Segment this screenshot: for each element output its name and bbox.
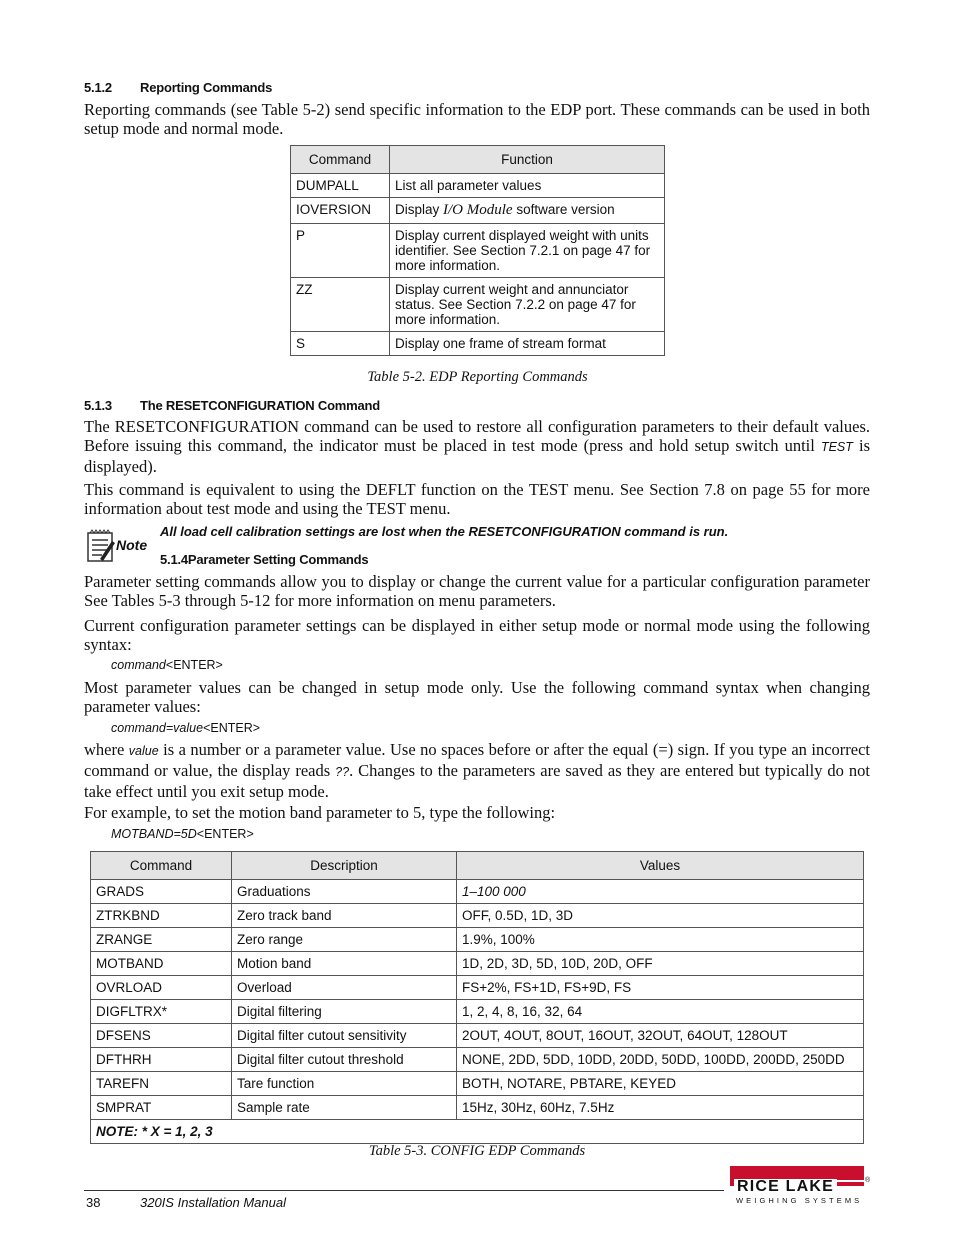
syntax-rest: <ENTER> xyxy=(196,827,254,841)
table-row xyxy=(91,976,864,1000)
command-cell: P xyxy=(291,224,390,278)
display-code: ?? xyxy=(335,765,350,779)
paragraph-text: . Changes to the parameters are saved as they are entered but typically do not take effect until you exit setup mode. xyxy=(84,761,870,801)
logo-trademark: ® xyxy=(865,1177,871,1184)
section-heading-5-1-4 xyxy=(160,552,368,567)
command-cell: IOVERSION xyxy=(291,198,390,224)
table-row xyxy=(291,174,665,198)
column-header: Values xyxy=(457,852,864,880)
function-text: Display xyxy=(395,202,444,217)
values-cell: 1D, 2D, 3D, 5D, 10D, 20D, OFF xyxy=(457,952,864,976)
values-cell: OFF, 0.5D, 1D, 3D xyxy=(457,904,864,928)
table-row xyxy=(291,224,665,278)
command-cell: ZZ xyxy=(291,278,390,332)
syntax-rest: <ENTER> xyxy=(203,721,261,735)
table-note: NOTE: * X = 1, 2, 3 xyxy=(91,1120,864,1144)
function-cell: Display current weight and annunciator status. See Section 7.2.2 on page 47 for more information. xyxy=(390,278,665,332)
table-row xyxy=(91,1096,864,1120)
column-header: Command xyxy=(291,146,390,174)
section-number: 5.1.2 xyxy=(84,80,112,95)
example-paragraph: For example, to set the motion band parameter to 5, type the following: xyxy=(84,803,556,822)
table-row xyxy=(291,332,665,356)
section-title: Parameter Setting Commands xyxy=(187,552,369,567)
table-header-row xyxy=(91,852,864,880)
command-cell: DFSENS xyxy=(91,1024,232,1048)
function-cell: Display one frame of stream format xyxy=(390,332,665,356)
table-note-row xyxy=(91,1120,864,1144)
section-number: 5.1.3 xyxy=(84,398,112,413)
description-cell: Tare function xyxy=(232,1072,457,1096)
paragraph-text: is a number or a parameter value. Use no spaces before or after the equal (=) sign. If you type an incorrect command or value, the display reads xyxy=(84,740,870,780)
command-cell: TAREFN xyxy=(91,1072,232,1096)
values-cell: BOTH, NOTARE, PBTARE, KEYED xyxy=(457,1072,864,1096)
display-code: TEST xyxy=(820,440,853,454)
motband-syntax-example xyxy=(111,827,254,841)
syntax-em: MOTBAND=5D xyxy=(111,827,197,841)
display-syntax-example xyxy=(111,658,223,672)
table-caption: Table 5-2. EDP Reporting Commands xyxy=(367,369,588,385)
description-cell: Zero track band xyxy=(232,904,457,928)
description-cell: Zero range xyxy=(232,928,457,952)
values-cell: 1.9%, 100% xyxy=(457,928,864,952)
table-row xyxy=(291,278,665,332)
note-callout xyxy=(86,529,150,563)
table-header-row xyxy=(291,146,665,174)
config-edp-commands-table xyxy=(90,851,864,1144)
command-cell: DFTHRH xyxy=(91,1048,232,1072)
change-syntax-example xyxy=(111,721,260,735)
section-title: The RESETCONFIGURATION Command xyxy=(140,398,381,413)
function-cell: List all parameter values xyxy=(390,174,665,198)
paragraph-text: is displayed). xyxy=(84,436,870,476)
function-cell xyxy=(390,198,665,224)
edp-reporting-commands-table xyxy=(290,145,665,356)
notepad-icon xyxy=(86,529,116,563)
rice-lake-logo xyxy=(730,1166,871,1205)
table-row xyxy=(91,880,864,904)
page-number: 38 xyxy=(86,1195,101,1210)
section-heading-5-1-3 xyxy=(84,398,380,413)
description-cell: Sample rate xyxy=(232,1096,457,1120)
table-row xyxy=(91,1072,864,1096)
description-cell: Graduations xyxy=(232,880,457,904)
parameter-setting-paragraph: Parameter setting commands allow you to display or change the current value for a particular configuration parameter See Tables 5-3 through 5-12 for more information on menu parameters. xyxy=(84,572,870,610)
table-row xyxy=(91,1024,864,1048)
paragraph-text: where xyxy=(84,740,129,759)
command-cell: ZRANGE xyxy=(91,928,232,952)
values-cell: 15Hz, 30Hz, 60Hz, 7.5Hz xyxy=(457,1096,864,1120)
change-syntax-paragraph: Most parameter values can be changed in setup mode only. Use the following command syntax when changing parameter values: xyxy=(84,678,870,716)
command-cell: ZTRKBND xyxy=(91,904,232,928)
values-cell: 2OUT, 4OUT, 8OUT, 16OUT, 32OUT, 64OUT, 128OUT xyxy=(457,1024,864,1048)
logo-subtext: WEIGHING SYSTEMS xyxy=(736,1196,863,1205)
description-cell: Digital filter cutout sensitivity xyxy=(232,1024,457,1048)
function-cell: Display current displayed weight with units identifier. See Section 7.2.1 on page 47 for more information. xyxy=(390,224,665,278)
table-row xyxy=(91,1000,864,1024)
command-cell: S xyxy=(291,332,390,356)
command-cell: MOTBAND xyxy=(91,952,232,976)
command-cell: DUMPALL xyxy=(291,174,390,198)
footer-rule xyxy=(84,1190,724,1191)
description-cell: Digital filter cutout threshold xyxy=(232,1048,457,1072)
syntax-em: command xyxy=(111,658,166,672)
table-row xyxy=(91,928,864,952)
display-syntax-paragraph: Current configuration parameter settings can be displayed in either setup mode or normal mode using the following syntax: xyxy=(84,616,870,654)
description-cell: Motion band xyxy=(232,952,457,976)
values-cell: 1, 2, 4, 8, 16, 32, 64 xyxy=(457,1000,864,1024)
command-cell: GRADS xyxy=(91,880,232,904)
column-header: Function xyxy=(390,146,665,174)
values-cell: NONE, 2DD, 5DD, 10DD, 20DD, 50DD, 100DD, 200DD, 250DD xyxy=(457,1048,864,1072)
paragraph-text: The RESETCONFIGURATION command can be used to restore all configuration parameters to their default values. Before issuing this command, the indicator must be placed in test mode (press and hold setup switch until xyxy=(84,417,870,455)
command-cell: SMPRAT xyxy=(91,1096,232,1120)
function-emphasis: I/O Module xyxy=(443,202,513,218)
note-text: All load cell calibration settings are lost when the RESETCONFIGURATION command is run. xyxy=(160,524,729,539)
command-cell: DIGFLTRX* xyxy=(91,1000,232,1024)
table-row xyxy=(91,904,864,928)
note-label: Note xyxy=(116,537,148,553)
description-cell: Digital filtering xyxy=(232,1000,457,1024)
values-cell: 1–100 000 xyxy=(457,880,864,904)
table-row xyxy=(91,1048,864,1072)
section-number: 5.1.4 xyxy=(160,552,188,567)
resetconfiguration-paragraph xyxy=(84,417,870,476)
command-cell: OVRLOAD xyxy=(91,976,232,1000)
description-cell: Overload xyxy=(232,976,457,1000)
table-row xyxy=(91,952,864,976)
value-explanation-paragraph xyxy=(84,740,870,801)
function-text: software version xyxy=(512,202,615,217)
section-title: Reporting Commands xyxy=(140,80,273,95)
value-code: value xyxy=(128,744,159,758)
section-heading-5-1-2 xyxy=(84,80,272,95)
logo-text: RICE LAKE xyxy=(734,1179,837,1195)
column-header: Description xyxy=(232,852,457,880)
deflt-paragraph: This command is equivalent to using the DEFLT function on the TEST menu. See Section 7.8 on page 55 for more information about test mode and using the TEST menu. xyxy=(84,480,870,518)
reporting-commands-paragraph: Reporting commands (see Table 5-2) send specific information to the EDP port. These commands can be used in both setup mode and normal mode. xyxy=(84,100,870,138)
manual-title: 320IS Installation Manual xyxy=(140,1195,286,1210)
syntax-em: command=value xyxy=(111,721,204,735)
values-cell: FS+2%, FS+1D, FS+9D, FS xyxy=(457,976,864,1000)
column-header: Command xyxy=(91,852,232,880)
table-caption: Table 5-3. CONFIG EDP Commands xyxy=(368,1143,586,1159)
table-row xyxy=(291,198,665,224)
syntax-rest: <ENTER> xyxy=(165,658,223,672)
